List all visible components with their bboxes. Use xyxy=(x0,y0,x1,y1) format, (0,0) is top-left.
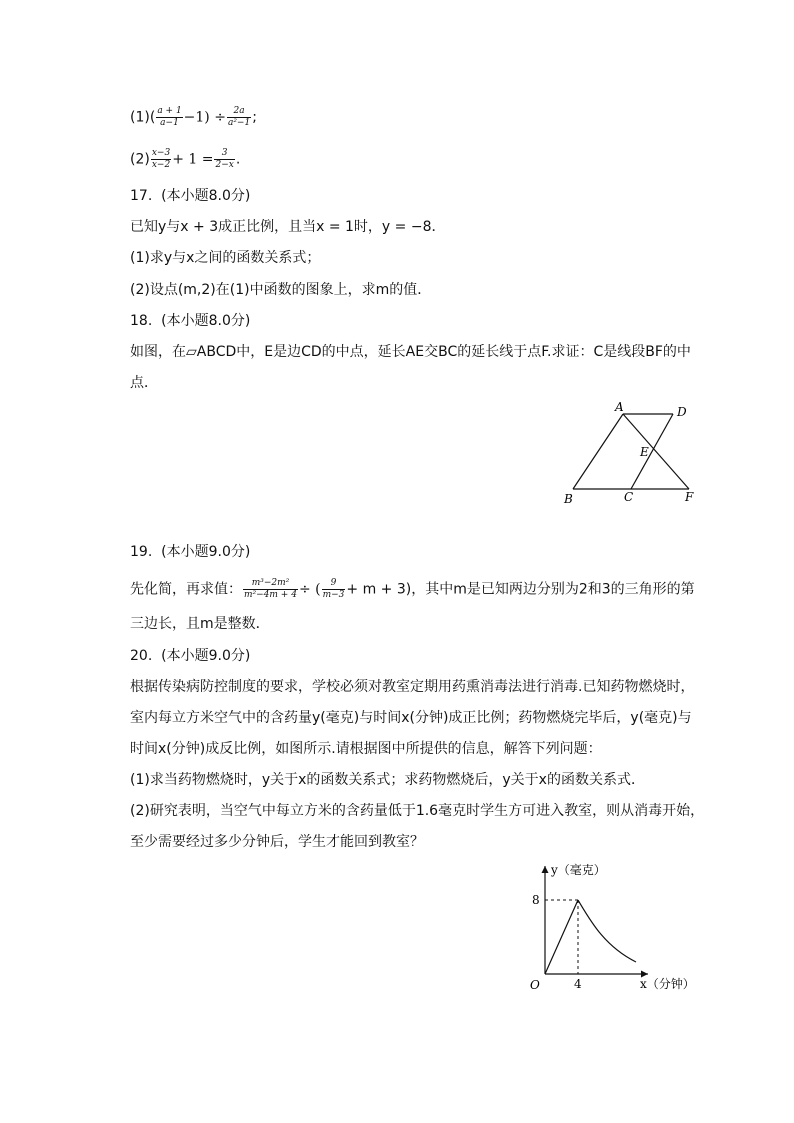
segment-ab xyxy=(573,414,623,489)
q17-line-3: (2)设点(m,2)在(1)中函数的图象上，求m的值． xyxy=(130,282,432,298)
q18-header: 18. (本小题8.0分) xyxy=(130,313,251,329)
q20-line-5: (2)研究表明，当空气中每立方米的含药量低于1.6毫克时学生方可进入教室，则从消毒开始， xyxy=(130,803,705,819)
q19-fraction-2 xyxy=(322,578,346,601)
q20-line-4: (1)求当药物燃烧时，y关于x的函数关系式；求药物燃烧后，y关于x的函数关系式． xyxy=(130,772,645,788)
fraction-numerator: 3 xyxy=(214,148,234,160)
label-f: F xyxy=(685,490,694,504)
label-a: A xyxy=(615,400,624,414)
q16-part2-fraction-1 xyxy=(151,148,171,171)
label-b: B xyxy=(564,492,573,506)
q20-line-2: 室内每立方米空气中的含药量y(毫克)与时间x(分钟)成正比例；药物燃烧完毕后，y(毫克)与 xyxy=(130,710,692,726)
proportional-segment xyxy=(545,900,578,974)
q19-line-2: 三边长，且m是整数． xyxy=(130,616,270,632)
q18-line-1: 如图，在▱ABCD中，E是边CD的中点，延长AE交BC的延长线于点F.求证：C是线段BF的中 xyxy=(130,344,691,360)
q19-line-1 xyxy=(130,578,695,601)
q17-header: 17. (本小题8.0分) xyxy=(130,188,251,204)
y-axis-label: y（毫克） xyxy=(551,863,606,877)
segment-dc xyxy=(631,414,673,489)
label-d: D xyxy=(677,405,687,419)
fraction-denominator: m²−4m + 4 xyxy=(244,590,297,600)
fraction-numerator: m³−2m² xyxy=(243,578,298,590)
q20-line-6: 至少需要经过多少分钟后，学生才能回到教室？ xyxy=(130,834,424,850)
q19-divide: ÷ ( xyxy=(298,581,321,598)
q20-header: 20. (本小题9.0分) xyxy=(130,648,251,664)
q16-part1-fraction-2 xyxy=(227,106,251,129)
fraction-numerator: a + 1 xyxy=(157,106,182,116)
segment-af xyxy=(623,414,689,489)
fraction-denominator: a−1 xyxy=(160,118,179,128)
x-axis-label: x（分钟） xyxy=(640,977,695,991)
fraction-denominator: 2−x xyxy=(215,160,234,170)
q19-tail: + m + 3)，其中m是已知两边分别为2和3的三角形的第 xyxy=(346,581,695,598)
q16-part1 xyxy=(130,106,257,129)
q16-part2 xyxy=(130,148,240,171)
q16-part1-fraction-1 xyxy=(156,106,182,129)
fraction-numerator: 2a xyxy=(227,106,251,118)
q16-part1-operator: −1) ÷ xyxy=(183,109,226,126)
concentration-graph xyxy=(520,858,710,996)
q16-part2-end: . xyxy=(235,151,241,168)
q20-line-3: 时间x(分钟)成反比例，如图所示.请根据图中所提供的信息，解答下列问题： xyxy=(130,741,602,757)
q17-line-1: 已知y与x + 3成正比例，且当x = 1时，y = −8． xyxy=(130,219,446,235)
fraction-numerator: x−3 xyxy=(151,148,171,158)
fraction-numerator: 9 xyxy=(322,578,346,590)
q19-fraction-1 xyxy=(243,578,298,601)
q17-line-2: (1)求y与x之间的函数关系式； xyxy=(130,250,321,266)
q18-line-2: 点． xyxy=(130,375,158,391)
q16-part2-label: (2) xyxy=(130,151,150,168)
fraction-denominator: x−2 xyxy=(151,160,171,170)
q19-header: 19. (本小题9.0分) xyxy=(130,544,251,560)
q16-part1-open: ( xyxy=(149,109,156,126)
q16-part2-fraction-2 xyxy=(214,148,234,171)
y-tick-label: 8 xyxy=(532,893,540,907)
q16-part1-end: ; xyxy=(252,109,257,126)
q20-line-1: 根据传染病防控制度的要求，学校必须对教室定期用药熏消毒法进行消毒.已知药物燃烧时， xyxy=(130,679,695,695)
q16-part1-label: (1) xyxy=(130,109,150,126)
parallelogram-figure xyxy=(560,398,710,510)
origin-label: O xyxy=(530,978,540,992)
label-e: E xyxy=(640,445,649,459)
fraction-denominator: a²−1 xyxy=(227,118,251,128)
inverse-curve xyxy=(578,900,636,962)
q16-part2-operator: + 1 = xyxy=(172,151,214,168)
label-c: C xyxy=(624,490,634,504)
q19-prefix: 先化简，再求值： xyxy=(130,581,242,598)
x-tick-label: 4 xyxy=(574,977,582,991)
fraction-denominator: m−3 xyxy=(322,590,345,600)
